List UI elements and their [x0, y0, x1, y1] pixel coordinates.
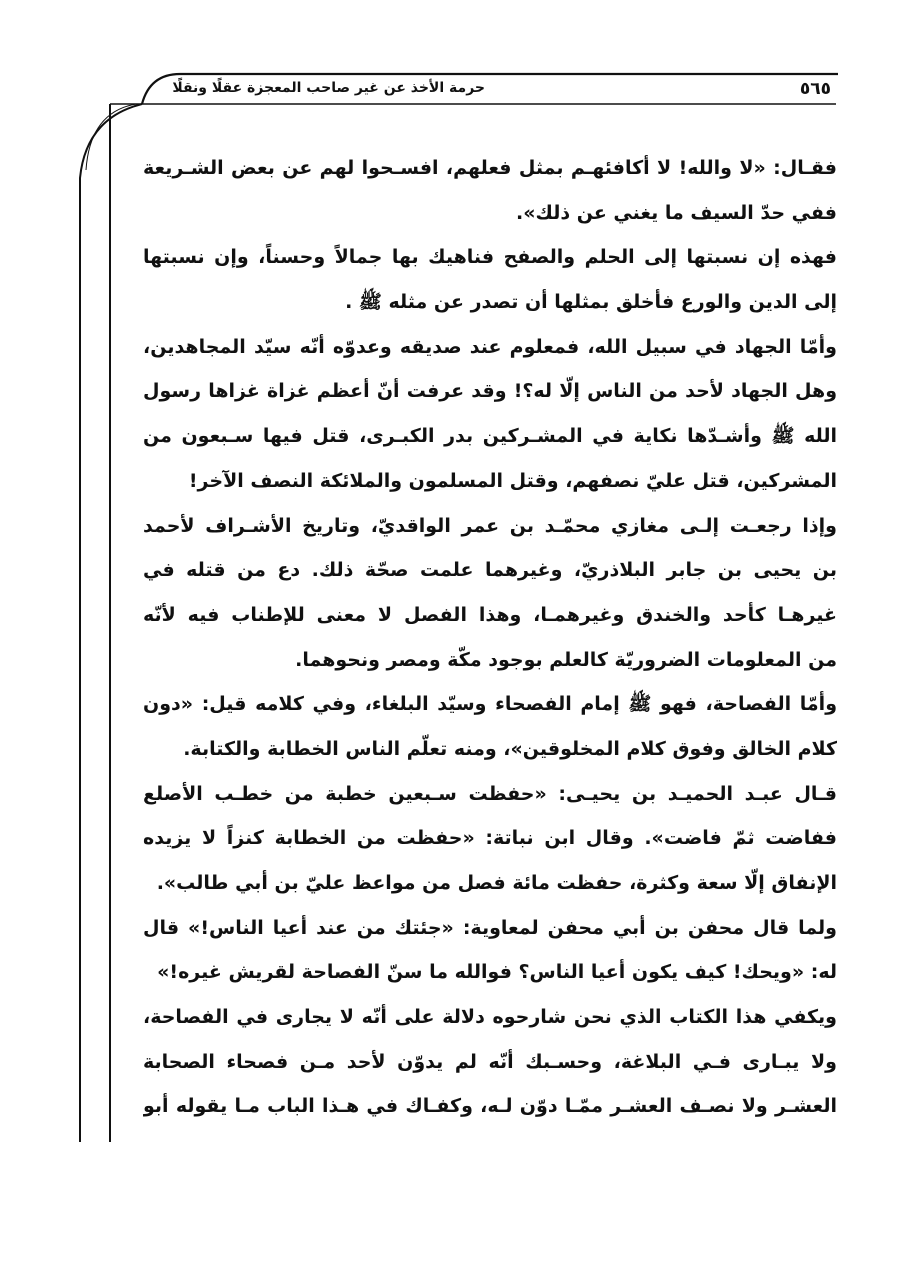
page-number: ٥٦٥ — [799, 79, 831, 99]
text-line: كلام الخالق وفوق كلام المخلوقين»، ومنه تعلّم الناس الخطابة والكتابة. — [183, 737, 837, 760]
text-line: وأمّا الفصاحة، فهو ﷺ إمام الفصحاء وسيّد البلغاء، وفي كلامه قيل: «دون — [143, 693, 837, 716]
text-line: فهذه إن نسبتها إلى الحلم والصفح فناهيك بها جمالاً وحسناً، وإن نسبتها — [143, 246, 837, 269]
text-line: ولا يبـارى فـي البلاغة، وحسـبك أنّه لم يدوّن لأحد مـن فصحاء الصحابة — [143, 1050, 837, 1073]
text-line: الله ﷺ وأشـدّها نكاية في المشـركين بدر الكبـرى، قتل فيها سـبعون من — [143, 425, 837, 448]
text-line: ففاضت ثمّ فاضت». وقال ابن نباتة: «حفظت من الخطابة كنزاً لا يزيده — [143, 827, 837, 850]
text-line: ففي حدّ السيف ما يغني عن ذلك». — [516, 201, 837, 224]
text-line: العشـر ولا نصـف العشـر ممّـا دوّن لـه، وكفـاك في هـذا الباب مـا يقوله أبو — [143, 1095, 837, 1118]
text-line: الإنفاق إلّا سعة وكثرة، حفظت مائة فصل من مواعظ عليّ بن أبي طالب». — [156, 872, 837, 894]
running-title: حرمة الأخذ عن غير صاحب المعجزة عقلًا ونقلًا — [172, 80, 485, 96]
text-line: فقـال: «لا والله! لا أكافئهـم بمثل فعلهم، افسـحوا لهم عن بعض الشـريعة — [143, 157, 837, 179]
text-line: من المعلومات الضروريّة كالعلم بوجود مكّة ومصر ونحوهما. — [295, 648, 837, 671]
text-line: وإذا رجعـت إلـى مغازي محمّـد بن عمر الواقديّ، وتاريخ الأشـراف لأحمد — [143, 514, 837, 537]
text-line: غيرهـا كأحد والخندق وغيرهمـا، وهذا الفصل لا معنى للإطناب فيه لأنّه — [143, 603, 837, 626]
text-line: بن يحيى بن جابر البلاذريّ، وغيرهما علمت صحّة ذلك. دع من قتله في — [143, 559, 837, 582]
text-line: وأمّا الجهاد في سبيل الله، فمعلوم عند صديقه وعدوّه أنّه سيّد المجاهدين، — [143, 335, 837, 358]
text-line: له: «ويحك! كيف يكون أعيا الناس؟ فوالله ما سنّ الفصاحة لقريش غيره!» — [157, 961, 837, 984]
text-line: إلى الدين والورع فأخلق بمثلها أن تصدر عن مثله ﷺ . — [345, 291, 837, 314]
text-line: ويكفي هذا الكتاب الذي نحن شارحوه دلالة على أنّه لا يجارى في الفصاحة، — [143, 1006, 837, 1029]
text-line: المشركين، قتل عليّ نصفهم، وقتل المسلمون والملائكة النصف الآخر! — [188, 469, 837, 492]
text-line: قـال عبـد الحميـد بن يحيـى: «حفظت سـبعين خطبة من خطـب الأصلع — [143, 782, 837, 805]
body-text — [143, 146, 837, 1129]
text-line: ولما قال محفن بن أبي محفن لمعاوية: «جئتك من عند أعيا الناس!» قال — [143, 916, 837, 939]
text-line: وهل الجهاد لأحد من الناس إلّا له؟! وقد عرفت أنّ أعظم غزاة غزاها رسول — [143, 380, 837, 403]
